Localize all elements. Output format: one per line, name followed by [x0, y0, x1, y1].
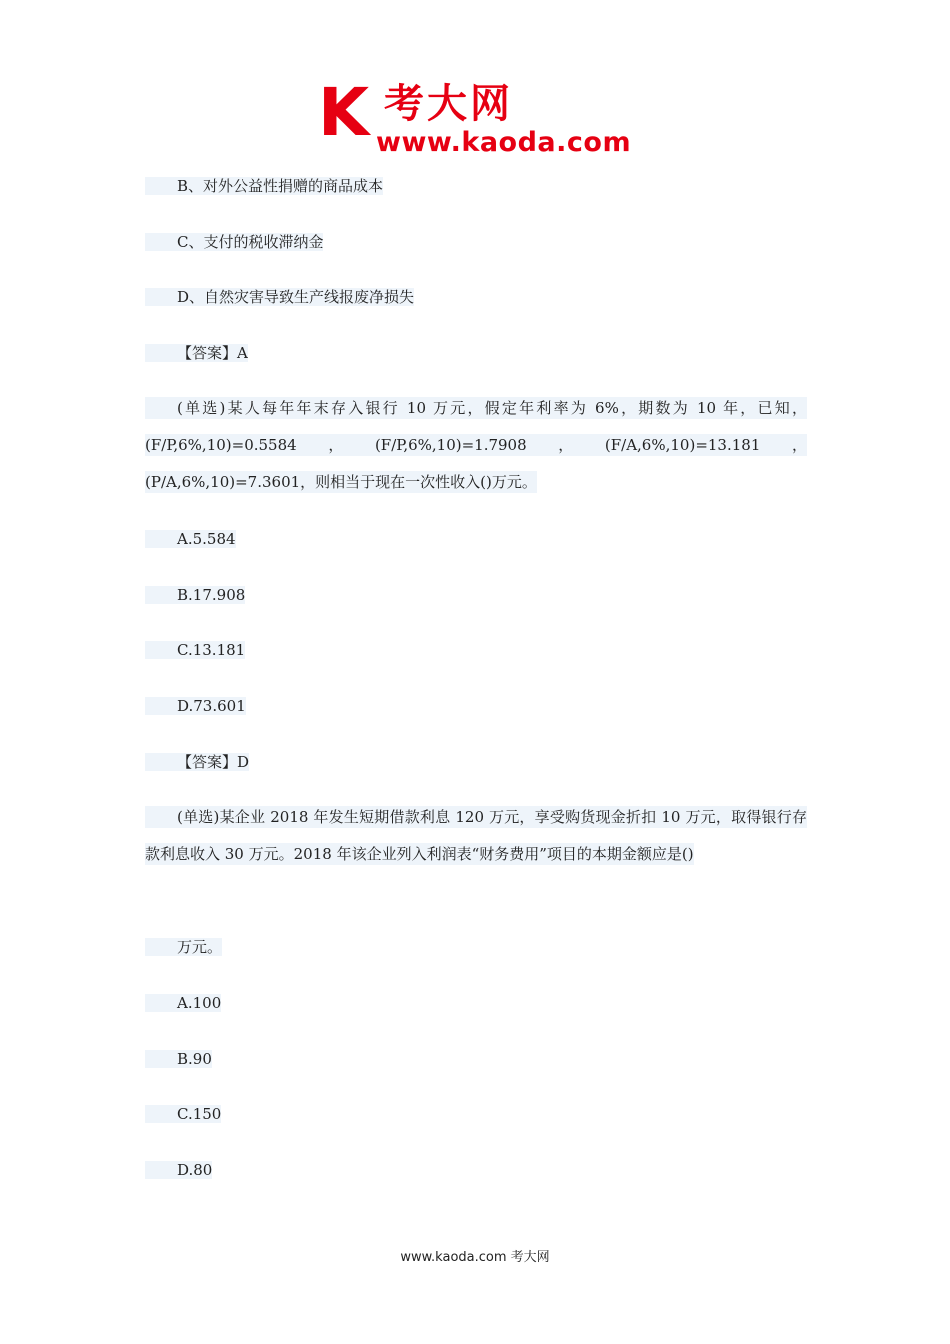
option-a-q3: A.100: [145, 993, 221, 1013]
page-footer: www.kaoda.com 考大网: [400, 1250, 550, 1265]
option-d-q3: D.80: [145, 1160, 212, 1180]
option-d-q1: D、自然灾害导致生产线报废净损失: [145, 287, 414, 307]
logo-url: www.kaoda.com: [376, 127, 632, 158]
logo-chinese-name: 考大网: [384, 81, 513, 127]
option-a-q2: A.5.584: [145, 529, 236, 549]
option-d-q2: D.73.601: [145, 696, 246, 716]
answer-q2: 【答案】D: [145, 752, 249, 772]
option-b-q2: B.17.908: [145, 585, 245, 605]
option-b-q1: B、对外公益性捐赠的商品成本: [145, 176, 383, 196]
logo-mark: K: [318, 74, 370, 151]
option-c-q1: C、支付的税收滞纳金: [145, 232, 323, 252]
option-b-q3: B.90: [145, 1049, 212, 1069]
question-2: (单选)某人每年年末存入银行 10 万元，假定年利率为 6%，期数为 10 年，已知，(F/P,6%,10)=0.5584，(F/P,6%,10)=1.7908，(F/A,6%,10)=13.181，(P/A,6%,10)=7.3601，则相当于现在一次性收入()万元。: [145, 399, 807, 491]
answer-q1: 【答案】A: [145, 343, 248, 363]
kaoda-logo: [318, 74, 638, 158]
option-c-q2: C.13.181: [145, 640, 245, 660]
question-3: (单选)某企业 2018 年发生短期借款利息 120 万元，享受购货现金折扣 10 万元，取得银行存款利息收入 30 万元。2018 年该企业列入利润表“财务费用”项目的本期金额应是(): [145, 808, 807, 863]
option-c-q3: C.150: [145, 1104, 221, 1124]
question-3-continuation: 万元。: [145, 937, 222, 957]
